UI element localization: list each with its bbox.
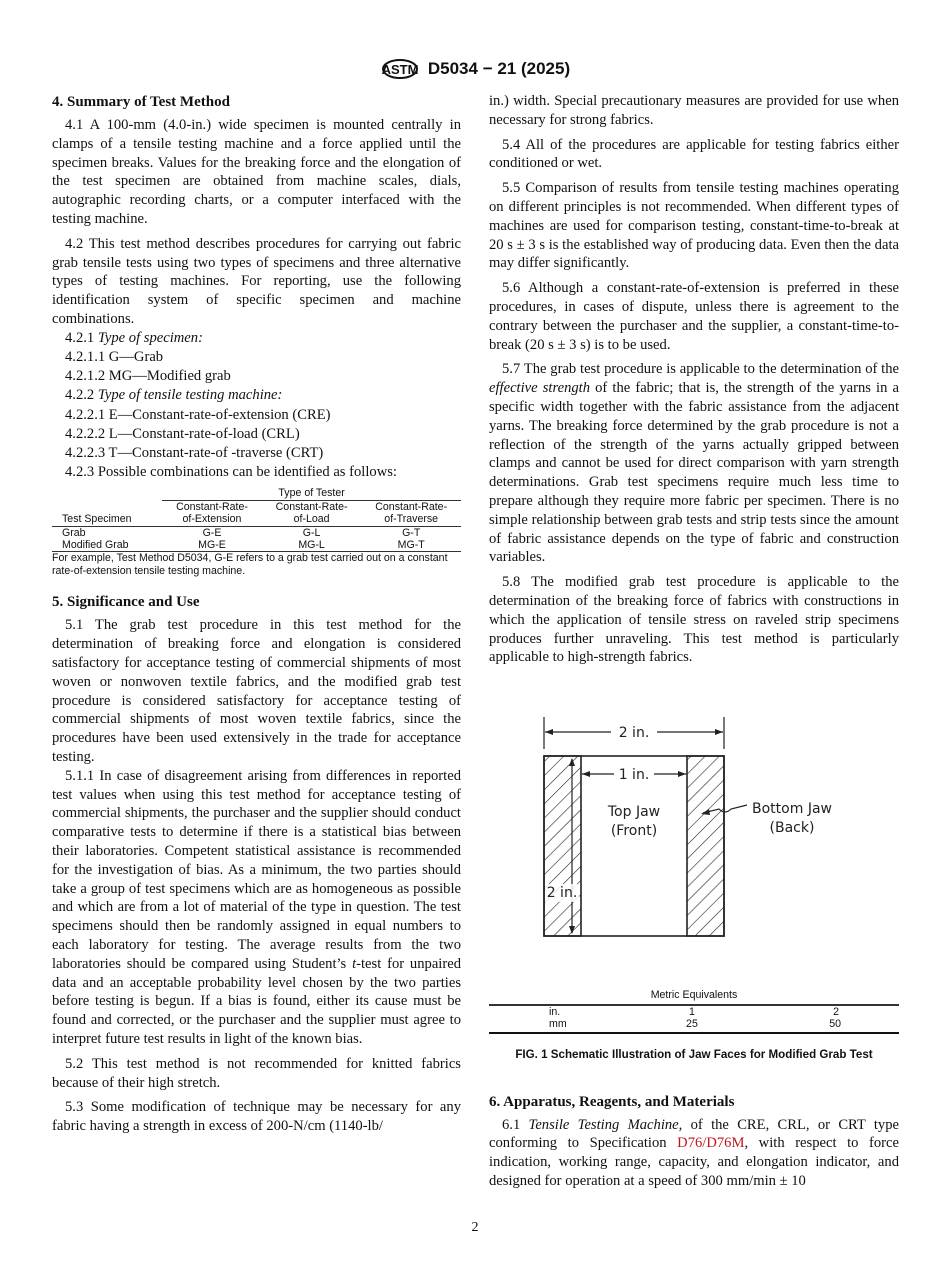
- column-header-test-specimen: Test Specimen: [52, 500, 162, 526]
- column-header-crt: Constant-Rate- of-Traverse: [361, 500, 461, 526]
- paragraph-5-8: 5.8 The modified grab test procedure is applicable to the determination of the breaking force of fabrics with constructions in which the application of tensile stress on raveled strip specimens produces further unraveling. This test method is particularly applicable to high-strength fabrics.: [489, 574, 899, 666]
- column-header-cre: Constant-Rate- of-Extension: [162, 500, 262, 526]
- paragraph-5-3-continued: in.) width. Special precautionary measures are provided for use when necessary for strong fabrics.: [489, 93, 899, 128]
- table-row: mm 25 50: [489, 1018, 899, 1033]
- list-item: 4.2.3 Possible combinations can be identified as follows:: [65, 464, 397, 481]
- paragraph-6-1: 6.1 Tensile Testing Machine, of the CRE, CRL, or CRT type conforming to Specification D76/D76M, with respect to force indication, working range, capacity, and elongation indicator, and designed for operation at a speed of 300 mm/min ± 10: [489, 1116, 899, 1189]
- left-column: [52, 92, 461, 1136]
- paragraph-5-1: 5.1 The grab test procedure in this test method for the determination of breaking force and elongation is considered satisfactory for acceptance testing of commercial shipments of most woven or nonwoven textile fabrics, and the modified grab test procedure is considered satisfactory for acceptance testing of commercial shipments of most woven textile fabrics, since the procedures have been used extensively in the trade for acceptance testing.: [52, 617, 461, 765]
- svg-text:(Front): (Front): [610, 823, 658, 840]
- list-item: 4.2.2.3 T—Constant-rate-of -traverse (CRT): [65, 444, 324, 461]
- table-row: Modified Grab MG-E MG-L MG-T: [52, 539, 461, 552]
- figure-1-caption: FIG. 1 Schematic Illustration of Jaw Faces for Modified Grab Test: [515, 1047, 873, 1061]
- right-column: [489, 92, 899, 1197]
- paragraph-5-4: 5.4 All of the procedures are applicable for testing fabrics either conditioned or wet.: [489, 136, 899, 172]
- svg-text:(Back): (Back): [769, 820, 815, 837]
- paragraph-5-2: 5.2 This test method is not recommended for knitted fabrics because of their high stretch.: [52, 1055, 461, 1091]
- list-item: 4.2.2.1 E—Constant-rate-of-extension (CRE): [65, 406, 331, 423]
- svg-text:Top Jaw: Top Jaw: [607, 804, 661, 821]
- paragraph-5-1-1: 5.1.1 In case of disagreement arising from differences in reported test values when using this test method for acceptance testing of commercial shipments, the purchaser and the supplier should conduct comparative tests to determine if there is a statistical bias between their laboratories. Competent statistical assistance is recommended for the investigation of bias. As a minimum, the two parties should take a group of test specimens which are as homogeneous as possible and which are from a lot of material of the type in question. The test specimens should then be randomly assigned in equal numbers to each laboratory for testing. The average results from the two laboratories should be compared using Student’s t-test for unpaired data and an acceptable probability level chosen by the two parties before testing is begun. If a bias is found, either its cause must be found and corrected, or the purchaser and the supplier must agree to interpret future test results in light of the known bias.: [52, 767, 461, 1047]
- page-header: [0, 56, 950, 82]
- page-number: 2: [471, 1220, 479, 1235]
- table-row: Grab G-E G-L G-T: [62, 526, 421, 539]
- paragraph-5-6: 5.6 Although a constant-rate-of-extension is preferred in these procedures, in cases of dispute, unless there is agreement to the contrary between the purchaser and the supplier, a constant-time-to-break (20 s ± 3 s) is to be used.: [489, 280, 899, 353]
- table-row: in. 1 2: [549, 1005, 839, 1018]
- list-item: 4.2.2 Type of tensile testing machine:: [65, 387, 283, 404]
- column-header-crl: Constant-Rate- of-Load: [262, 500, 362, 526]
- svg-text:2 in.: 2 in.: [618, 725, 650, 742]
- specimen-machine-combination-table: [52, 487, 461, 552]
- astm-logo-icon: [380, 56, 420, 82]
- paragraph-5-3: 5.3 Some modification of technique may be necessary for any fabric having a strength in excess of 200-N/cm (1140-lb/: [52, 1099, 461, 1135]
- section-5-heading: 5. Significance and Use: [52, 594, 200, 611]
- svg-text:2 in.: 2 in.: [546, 885, 578, 902]
- list-item: 4.2.1.2 MG—Modified grab: [65, 368, 231, 385]
- jaw-schematic-drawing: [489, 689, 899, 989]
- list-item: 4.2.2.2 L—Constant-rate-of-load (CRL): [65, 425, 300, 442]
- standard-designation: D5034 − 21 (2025): [427, 59, 571, 78]
- svg-text:ASTM: ASTM: [381, 62, 419, 77]
- paragraph-5-7: 5.7 The grab test procedure is applicable to the determination of the effective strength of the fabric; that is, the strength of the yarns in a specific width together with the fabric assistance from the adjacent yarns. The breaking force determined by the grab procedure is not a reflection of the strength of the yarns actually gripped between clamps and cannot be used for direct comparison with yarn strength determinations. Grab test specimens require much less time to prepare although they require more fabric per specimen. There is no simple relationship between grab tests and strip tests since the amount of fabric assistance depends on the type of fabric and construction variables.: [489, 361, 899, 566]
- paragraph-4-2: 4.2 This test method describes procedures for carrying out fabric grab tensile tests using two types of specimens and three alternative types of testing machines. For reporting, use the following identification system of specific specimen and machine combinations.: [52, 235, 461, 327]
- section-6-heading: 6. Apparatus, Reagents, and Materials: [489, 1093, 735, 1110]
- metric-equivalents-title: Metric Equivalents: [489, 989, 899, 1005]
- svg-text:1 in.: 1 in.: [618, 767, 650, 784]
- identification-list: [52, 329, 461, 483]
- list-item: 4.2.1 Type of specimen:: [65, 329, 203, 346]
- paragraph-5-5: 5.5 Comparison of results from tensile testing machines operating on different principles is not recommended. When different types of machines are used for comparison testing, constant-time-to-break at 20 s ± 3 s is the established way of producing data. Even then the data may differ significantly.: [489, 180, 899, 272]
- type-of-tester-header: Type of Tester: [162, 487, 461, 500]
- svg-text:Bottom Jaw: Bottom Jaw: [752, 801, 832, 818]
- table-footnote: For example, Test Method D5034, G-E refers to a grab test carried out on a constant rate-of-extension tensile testing machine.: [52, 552, 448, 578]
- paragraph-4-1: 4.1 A 100-mm (4.0-in.) wide specimen is mounted centrally in clamps of a tensile testing machine and a force applied until the specimen breaks. Values for the breaking force and the elongation of the test specimen are obtained from machine scales, dials, autographic recording charts, or a computer interfaced with the testing machine.: [52, 117, 461, 227]
- section-4-heading: 4. Summary of Test Method: [52, 94, 230, 110]
- list-item: 4.2.1.1 G—Grab: [65, 348, 164, 365]
- specification-d76-link[interactable]: D76/D76M: [677, 1135, 745, 1152]
- figure-1-jaw-faces-diagram: [489, 689, 899, 989]
- metric-equivalents-table: [489, 989, 899, 1034]
